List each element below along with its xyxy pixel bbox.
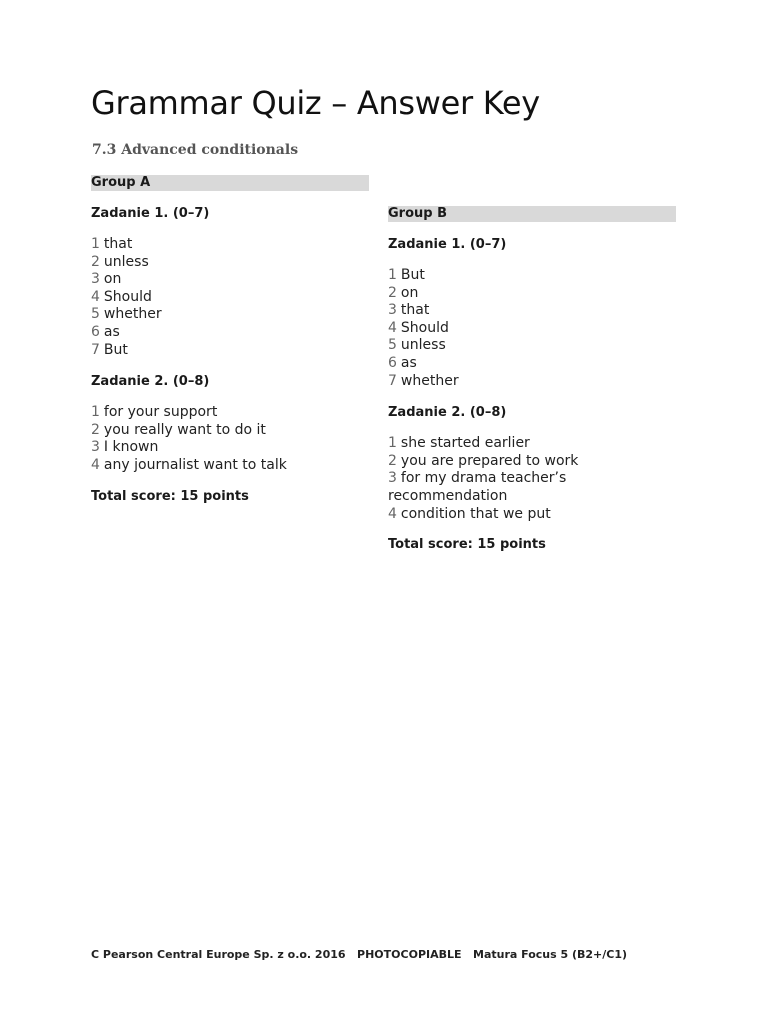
answer-item: [388, 337, 676, 355]
answer-text: any journalist want to talk: [103, 456, 287, 473]
answer-number: 7: [91, 341, 100, 358]
answer-item: [388, 453, 676, 471]
answer-text: that: [103, 236, 133, 252]
answer-item: [388, 285, 676, 303]
answer-item: [91, 457, 369, 475]
answer-item: [91, 422, 369, 440]
answer-text: I known: [103, 439, 159, 456]
answer-text: for my drama teacher’s recommendation: [388, 470, 567, 504]
answer-number: 6: [91, 323, 100, 340]
answer-number: 4: [388, 319, 397, 336]
answer-number: 4: [91, 288, 100, 305]
answer-number: 1: [91, 236, 100, 252]
group-b-task-1-heading: Zadanie 1. (0–7): [388, 237, 507, 252]
group-a-task-2-heading: Zadanie 2. (0–8): [91, 374, 210, 390]
group-b-task-1-answers: [388, 267, 676, 390]
answer-number: 3: [91, 271, 100, 288]
page-title: Grammar Quiz – Answer Key: [91, 84, 540, 122]
answer-text: she started earlier: [400, 435, 530, 452]
answer-number: 1: [388, 267, 397, 283]
group-b-total-score: Total score: 15 points: [388, 537, 546, 553]
group-b-column: [388, 206, 676, 553]
answer-text: But: [103, 341, 128, 358]
answer-item: [91, 236, 369, 254]
answer-text: you are prepared to work: [400, 452, 579, 469]
answer-item: [91, 439, 369, 457]
answer-item: [91, 342, 369, 360]
group-a-column: [91, 175, 369, 505]
answer-item: [388, 267, 676, 285]
answer-number: 4: [388, 505, 397, 522]
answer-text: that: [400, 302, 430, 319]
answer-number: 1: [91, 404, 100, 421]
answer-text: whether: [400, 372, 459, 389]
answer-item: [388, 355, 676, 373]
answer-item: [91, 324, 369, 342]
answer-number: 2: [91, 253, 100, 270]
answer-text: Should: [400, 319, 449, 336]
answer-number: 5: [91, 306, 100, 323]
answer-item: [91, 289, 369, 307]
group-b-header: Group B: [388, 206, 676, 222]
page-footer: C Pearson Central Europe Sp. z o.o. 2016 PHOTOCOPIABLE Matura Focus 5 (B2+/C1): [91, 948, 628, 961]
answer-text: condition that we put: [400, 505, 551, 522]
answer-number: 4: [91, 456, 100, 473]
group-b-task-2-heading: Zadanie 2. (0–8): [388, 405, 507, 421]
answer-number: 2: [388, 284, 397, 301]
answer-text: unless: [400, 337, 446, 354]
answer-text: as: [103, 323, 120, 340]
answer-text: on: [400, 284, 419, 301]
answer-item: [91, 404, 369, 422]
answer-text: whether: [103, 306, 162, 323]
answer-number: 2: [388, 452, 397, 469]
group-a-total-score: Total score: 15 points: [91, 488, 249, 504]
answer-item: [91, 271, 369, 289]
answer-text: But: [400, 267, 425, 283]
answer-item: [388, 470, 676, 505]
group-a-task-1-heading: Zadanie 1. (0–7): [91, 206, 210, 221]
answer-number: 3: [91, 439, 100, 456]
answer-item: [388, 302, 676, 320]
answer-number: 2: [91, 421, 100, 438]
section-subtitle: 7.3 Advanced conditionals: [92, 142, 299, 158]
answer-item: [91, 254, 369, 272]
answer-item: [388, 373, 676, 391]
answer-text: as: [400, 354, 417, 371]
group-b-task-2-answers: [388, 435, 676, 523]
answer-text: for your support: [103, 404, 218, 421]
answer-item: [388, 320, 676, 338]
answer-text: you really want to do it: [103, 421, 266, 438]
answer-number: 5: [388, 337, 397, 354]
answer-text: on: [103, 271, 122, 288]
group-a-task-2-answers: [91, 404, 369, 474]
answer-number: 3: [388, 302, 397, 319]
answer-number: 6: [388, 354, 397, 371]
answer-item: [91, 306, 369, 324]
group-a-header: Group A: [91, 175, 369, 191]
answer-item: [388, 506, 676, 524]
answer-number: 7: [388, 372, 397, 389]
answer-text: unless: [103, 253, 149, 270]
answer-number: 1: [388, 435, 397, 452]
answer-item: [388, 435, 676, 453]
group-a-task-1-answers: [91, 236, 369, 359]
answer-number: 3: [388, 470, 397, 487]
answer-text: Should: [103, 288, 152, 305]
